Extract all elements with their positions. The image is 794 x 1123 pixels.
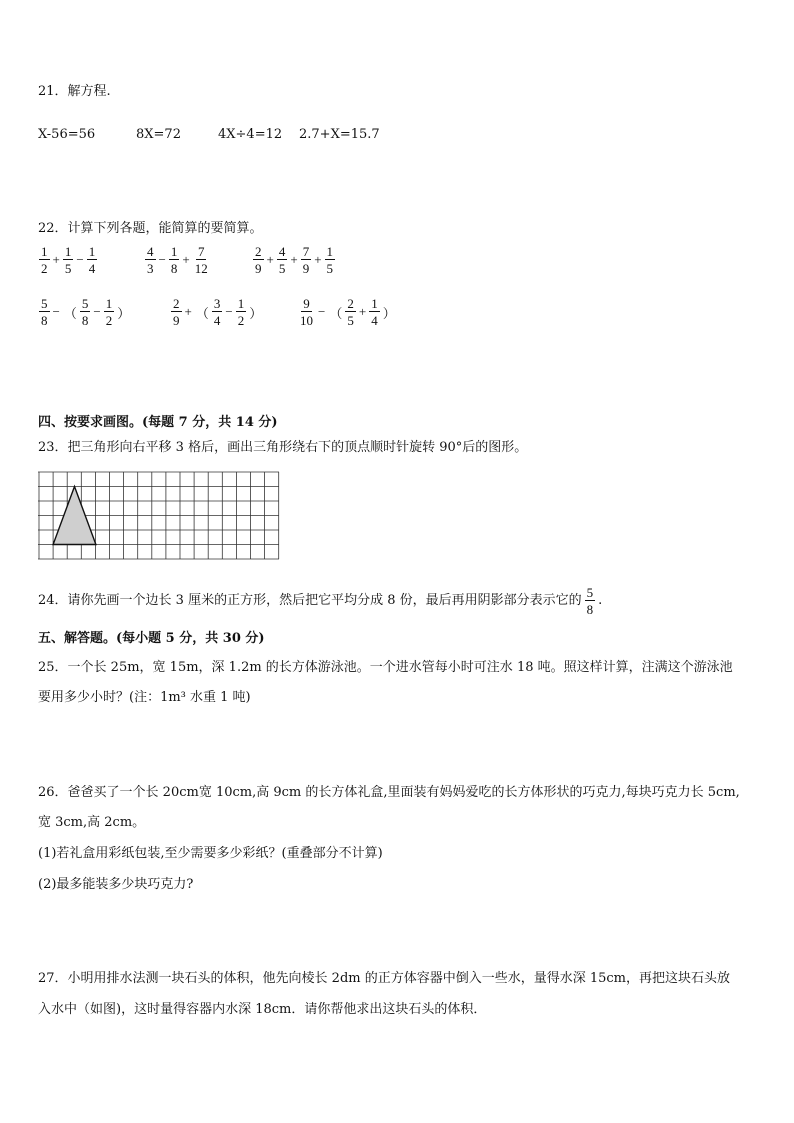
fraction: $\frac{4}{5}$ xyxy=(278,244,286,276)
q22-expr-2: $\frac{4}{3}$ − $\frac{1}{8}$ + $\frac{7}{12}$ xyxy=(147,244,208,276)
q21-eq-2: 8X=72 xyxy=(136,127,181,142)
q25-line-2: 要用多少小时？(注：1m³ 水重 1 吨) xyxy=(38,690,251,705)
q22-row2 xyxy=(38,297,418,341)
fraction: $\frac{5}{8}$ xyxy=(81,296,89,328)
q26-sub-1: (1)若礼盒用彩纸包装,至少需要多少彩纸？(重叠部分不计算) xyxy=(38,846,383,861)
q22-expr-4: $\frac{5}{8}$ − （ $\frac{5}{8}$ − $\frac{1}{2}$ ） xyxy=(41,296,131,328)
fraction: $\frac{1}{2}$ xyxy=(237,296,245,328)
q23-text: 23．把三角形向右平移 3 格后，画出三角形绕右下的顶点顺时针旋转 90°后的图形。 xyxy=(38,440,528,455)
q24-text: 24．请你先画一个边长 3 厘米的正方形，然后把它平均分成 8 份，最后再用阴影部分表示它的 xyxy=(38,593,582,608)
q22-expr-5: $\frac{2}{9}$ + （ $\frac{3}{4}$ − $\frac{1}{2}$ ） xyxy=(173,296,263,328)
fraction: $\frac{4}{3}$ xyxy=(147,244,154,276)
fraction: $\frac{7}{12}$ xyxy=(194,244,208,276)
fraction: $\frac{1}{2}$ xyxy=(105,296,113,328)
q27-line-1: 27．小明用排水法测一块石头的体积，他先向棱长 2dm 的正方体容器中倒入一些水，量得水深 15cm，再把这块石头放 xyxy=(38,971,731,986)
q24-fraction: $\frac{5}{8}$ xyxy=(586,585,594,617)
q24-line xyxy=(38,583,602,619)
q26-line-1: 26．爸爸买了一个长 20cm宽 10cm,高 9cm 的长方体礼盒,里面装有妈妈爱吃的长方体形状的巧克力,每块巧克力长 5cm, xyxy=(38,785,740,800)
q21-eq-3: 4X÷4=12 xyxy=(218,127,283,142)
q21-title: 21．解方程. xyxy=(38,84,111,99)
fraction: $\frac{2}{5}$ xyxy=(347,296,354,328)
fraction: $\frac{1}{4}$ xyxy=(371,296,378,328)
q23-grid-figure xyxy=(38,471,280,561)
fraction: $\frac{9}{10}$ xyxy=(300,296,313,328)
fraction: $\frac{1}{2}$ xyxy=(41,244,48,276)
fraction: $\frac{5}{8}$ xyxy=(41,296,48,328)
q26-sub-2: (2)最多能装多少块巧克力? xyxy=(38,877,194,892)
fraction: $\frac{2}{9}$ xyxy=(255,244,262,276)
section4-title: 四、按要求画图。(每题 7 分，共 14 分) xyxy=(38,415,278,430)
fraction: $\frac{1}{4}$ xyxy=(88,244,96,276)
q22-expr-6: $\frac{9}{10}$ − （ $\frac{2}{5}$ + $\frac{1}{4}$ ） xyxy=(300,296,396,328)
q22-row1 xyxy=(38,245,398,289)
q24-period: . xyxy=(598,593,603,608)
q21-eq-1: X-56=56 xyxy=(38,127,96,142)
fraction: $\frac{3}{4}$ xyxy=(213,296,221,328)
fraction: $\frac{2}{9}$ xyxy=(173,296,180,328)
q22-title: 22．计算下列各题，能简算的要简算。 xyxy=(38,221,263,236)
q21-eq-4: 2.7+X=15.7 xyxy=(299,127,380,142)
q25-line-1: 25．一个长 25m，宽 15m，深 1.2m 的长方体游泳池。一个进水管每小时可注水 18 吨。照这样计算，注满这个游泳池 xyxy=(38,660,733,675)
section5-title: 五、解答题。(每小题 5 分，共 30 分) xyxy=(38,631,265,646)
fraction: $\frac{1}{8}$ xyxy=(170,244,178,276)
q22-expr-3: $\frac{2}{9}$ + $\frac{4}{5}$ + $\frac{7}{9}$ + $\frac{1}{5}$ xyxy=(255,244,334,276)
fraction: $\frac{1}{5}$ xyxy=(64,244,72,276)
q27-line-2: 入水中（如图)，这时量得容器内水深 18cm．请你帮他求出这块石头的体积． xyxy=(38,1002,487,1017)
q22-expr-1: $\frac{1}{2}$ + $\frac{1}{5}$ − $\frac{1}{4}$ xyxy=(41,244,96,276)
fraction: $\frac{1}{5}$ xyxy=(326,244,334,276)
fraction: $\frac{7}{9}$ xyxy=(302,244,310,276)
q26-line-2: 宽 3cm,高 2cm。 xyxy=(38,815,146,830)
